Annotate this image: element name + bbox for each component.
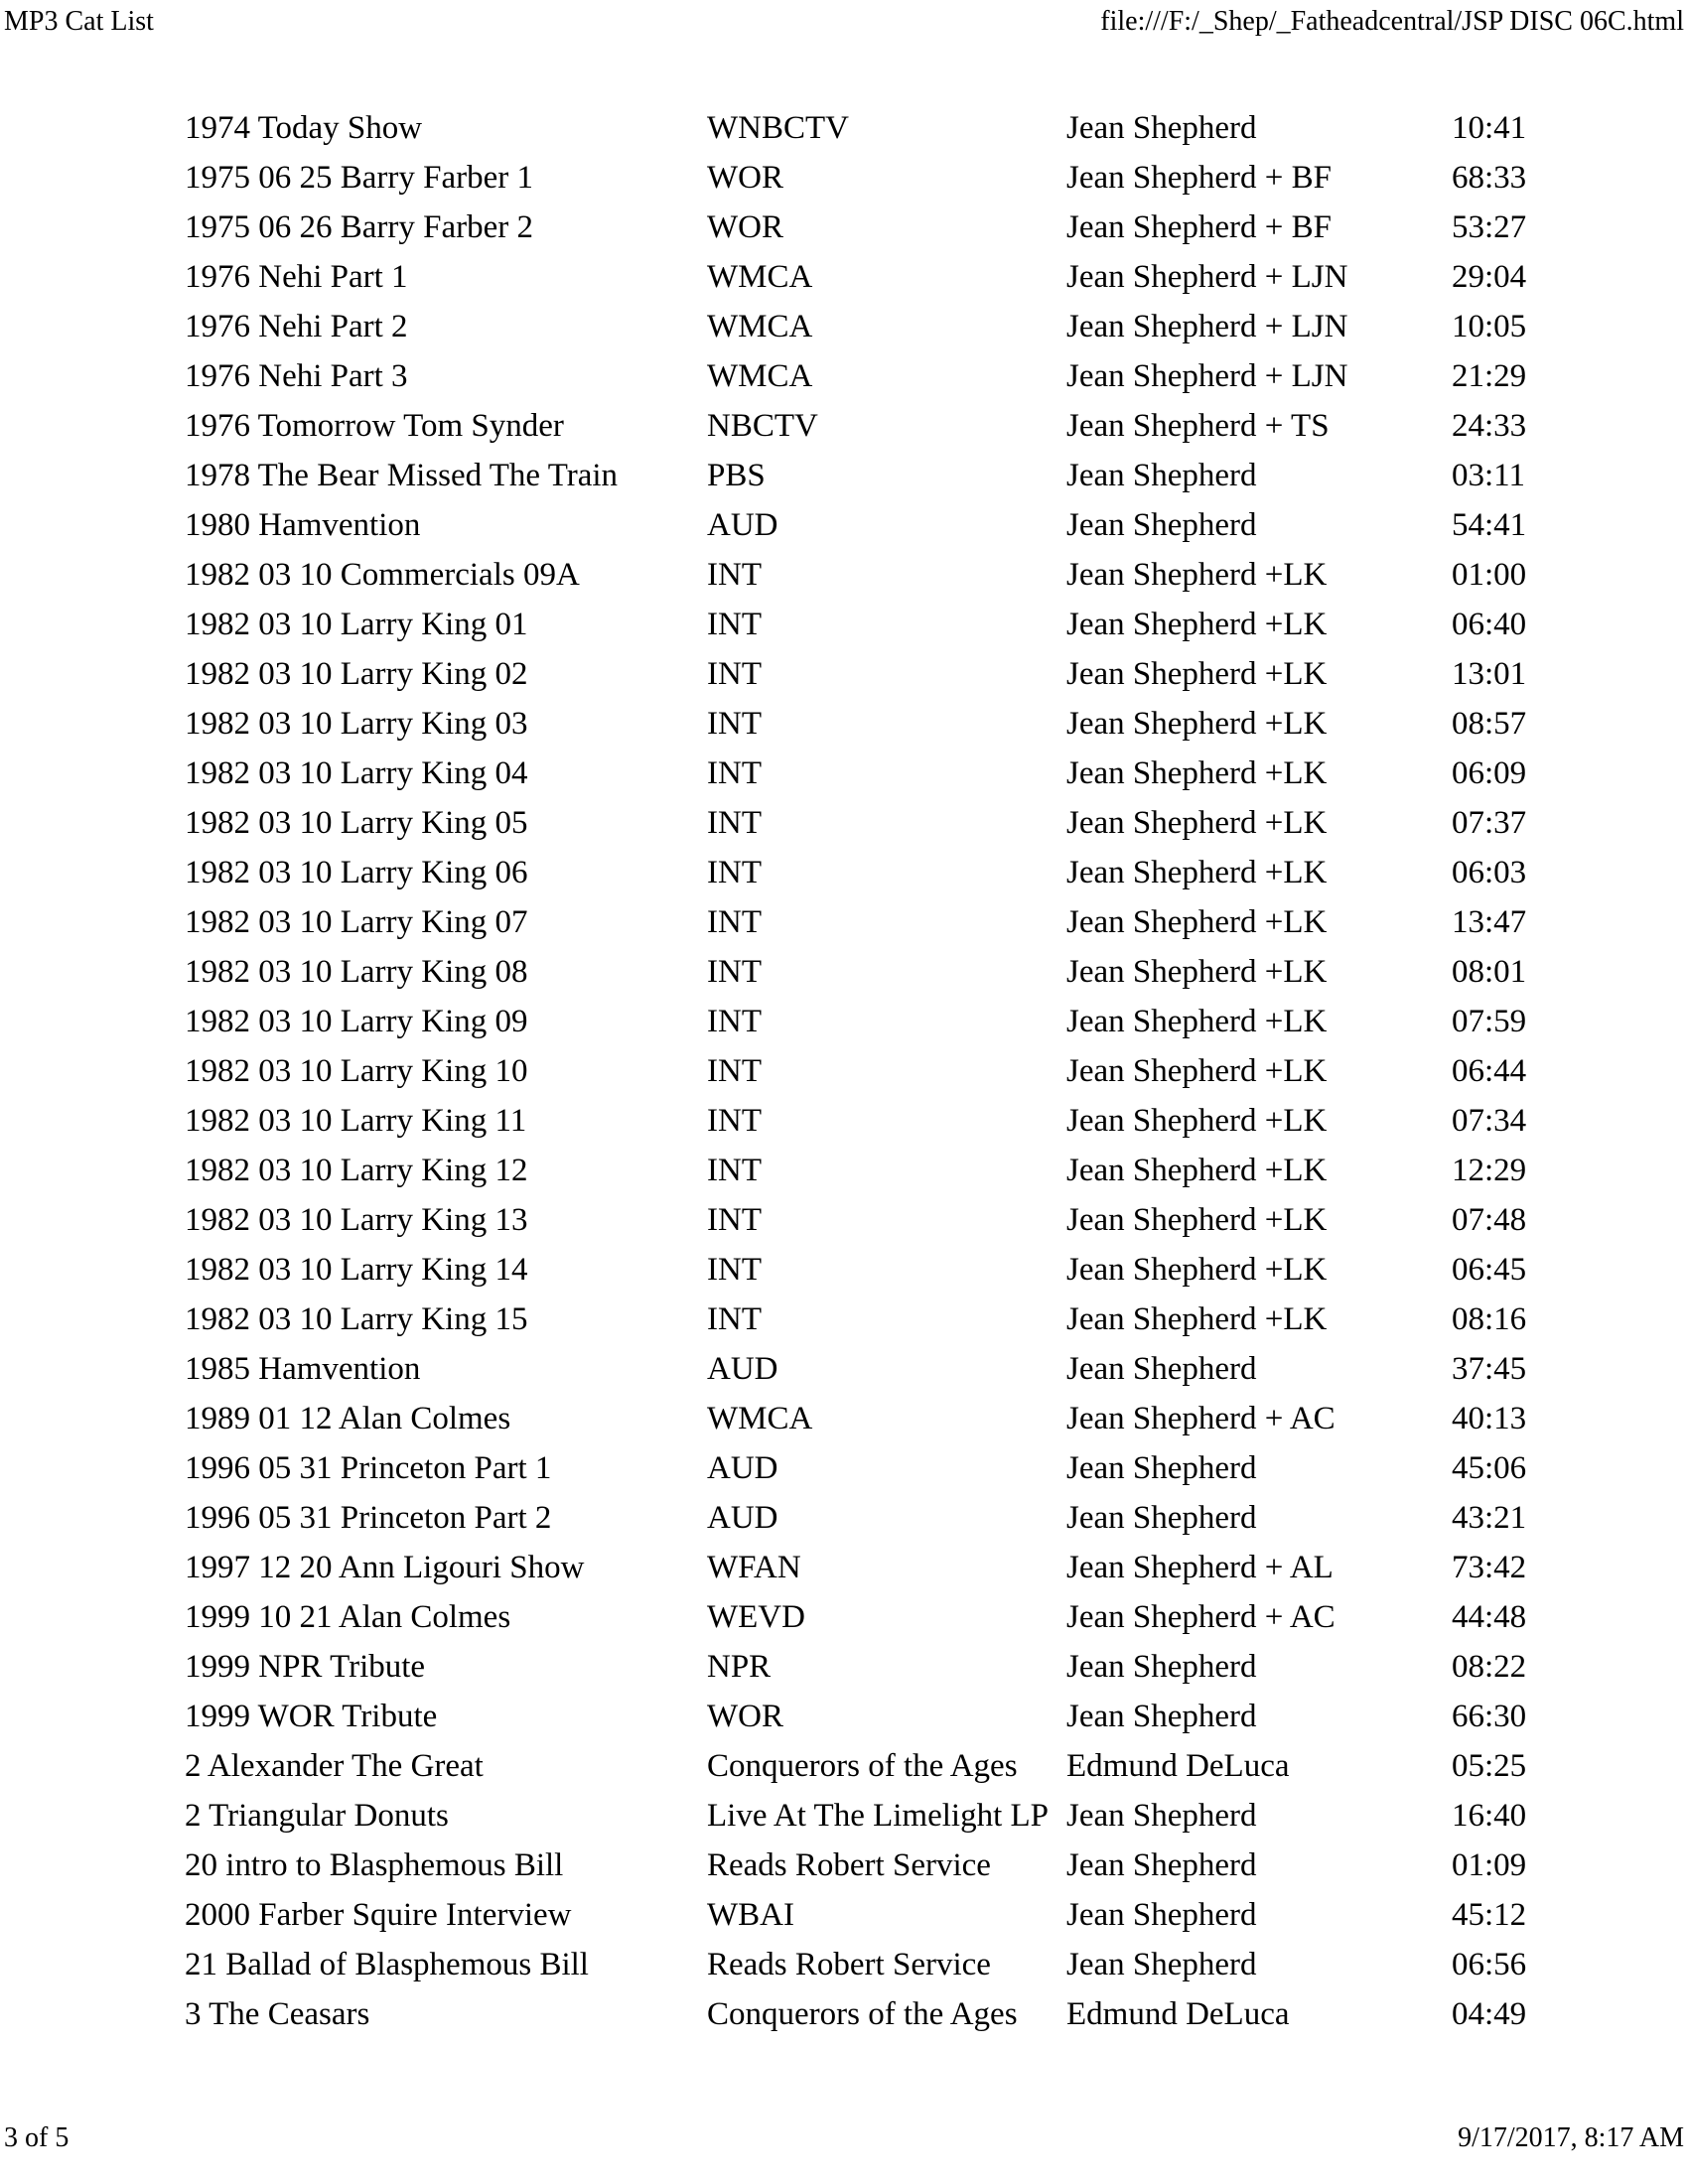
table-row bbox=[182, 849, 1538, 898]
cell-title: 2000 Farber Squire Interview bbox=[185, 1897, 572, 1933]
cell-performer: Jean Shepherd + LJN bbox=[1066, 259, 1348, 295]
source-file-url: file:///F:/_Shep/_Fatheadcentral/JSP DISC 06C.html bbox=[1100, 6, 1684, 37]
cell-duration: 06:56 bbox=[1452, 1947, 1527, 1982]
cell-title: 1978 The Bear Missed The Train bbox=[185, 458, 619, 493]
cell-source: INT bbox=[707, 1252, 762, 1288]
cell-title: 20 intro to Blasphemous Bill bbox=[185, 1847, 564, 1883]
cell-performer: Jean Shepherd +LK bbox=[1066, 607, 1328, 642]
cell-title: 1982 03 10 Larry King 12 bbox=[185, 1153, 528, 1188]
cell-title: 1996 05 31 Princeton Part 1 bbox=[185, 1450, 552, 1486]
cell-source: WNBCTV bbox=[707, 110, 849, 146]
cell-source: INT bbox=[707, 607, 762, 642]
cell-performer: Jean Shepherd bbox=[1066, 1798, 1257, 1834]
print-header bbox=[4, 6, 1684, 38]
cell-title: 1999 NPR Tribute bbox=[185, 1649, 426, 1685]
cell-duration: 07:48 bbox=[1452, 1202, 1527, 1238]
print-footer bbox=[4, 2122, 1684, 2154]
mp3-catalog-table bbox=[182, 104, 1538, 2040]
cell-source: INT bbox=[707, 855, 762, 890]
cell-duration: 40:13 bbox=[1452, 1401, 1527, 1436]
table-row bbox=[182, 1047, 1538, 1097]
cell-duration: 10:05 bbox=[1452, 309, 1527, 344]
table-row bbox=[182, 1395, 1538, 1444]
cell-duration: 13:01 bbox=[1452, 656, 1527, 692]
cell-source: WOR bbox=[707, 209, 783, 245]
cell-source: WEVD bbox=[707, 1599, 805, 1635]
cell-performer: Jean Shepherd +LK bbox=[1066, 904, 1328, 940]
cell-duration: 21:29 bbox=[1452, 358, 1527, 394]
cell-source: INT bbox=[707, 1004, 762, 1039]
cell-duration: 07:34 bbox=[1452, 1103, 1527, 1139]
cell-source: INT bbox=[707, 1153, 762, 1188]
cell-performer: Jean Shepherd + AC bbox=[1066, 1599, 1336, 1635]
cell-duration: 37:45 bbox=[1452, 1351, 1527, 1387]
cell-title: 1999 10 21 Alan Colmes bbox=[185, 1599, 511, 1635]
cell-title: 1982 03 10 Larry King 02 bbox=[185, 656, 528, 692]
cell-source: PBS bbox=[707, 458, 766, 493]
cell-performer: Jean Shepherd +LK bbox=[1066, 855, 1328, 890]
cell-title: 1982 03 10 Larry King 09 bbox=[185, 1004, 528, 1039]
cell-performer: Jean Shepherd bbox=[1066, 1649, 1257, 1685]
table-row bbox=[182, 601, 1538, 650]
table-row bbox=[182, 948, 1538, 998]
table-row bbox=[182, 1345, 1538, 1395]
cell-performer: Jean Shepherd +LK bbox=[1066, 706, 1328, 742]
page-title: MP3 Cat List bbox=[4, 6, 154, 37]
cell-performer: Jean Shepherd +LK bbox=[1066, 954, 1328, 990]
cell-source: INT bbox=[707, 706, 762, 742]
cell-duration: 03:11 bbox=[1452, 458, 1525, 493]
cell-duration: 01:09 bbox=[1452, 1847, 1527, 1883]
cell-source: WOR bbox=[707, 1699, 783, 1734]
table-row bbox=[182, 204, 1538, 253]
cell-duration: 06:44 bbox=[1452, 1053, 1527, 1089]
cell-source: AUD bbox=[707, 1351, 778, 1387]
cell-source: WBAI bbox=[707, 1897, 794, 1933]
cell-performer: Jean Shepherd +LK bbox=[1066, 1053, 1328, 1089]
cell-duration: 16:40 bbox=[1452, 1798, 1527, 1834]
cell-source: WMCA bbox=[707, 1401, 813, 1436]
table-row bbox=[182, 799, 1538, 849]
cell-title: 1989 01 12 Alan Colmes bbox=[185, 1401, 511, 1436]
table-row bbox=[182, 750, 1538, 799]
cell-duration: 08:16 bbox=[1452, 1301, 1527, 1337]
cell-title: 1982 03 10 Larry King 07 bbox=[185, 904, 528, 940]
cell-source: WMCA bbox=[707, 358, 813, 394]
cell-source: NPR bbox=[707, 1649, 772, 1685]
cell-source: INT bbox=[707, 904, 762, 940]
table-row bbox=[182, 402, 1538, 452]
table-row bbox=[182, 650, 1538, 700]
footer-page-number: 3 of 5 bbox=[4, 2122, 70, 2153]
cell-performer: Jean Shepherd + TS bbox=[1066, 408, 1330, 444]
cell-duration: 05:25 bbox=[1452, 1748, 1527, 1784]
cell-source: INT bbox=[707, 656, 762, 692]
cell-title: 1974 Today Show bbox=[185, 110, 423, 146]
cell-performer: Jean Shepherd bbox=[1066, 458, 1257, 493]
cell-performer: Edmund DeLuca bbox=[1066, 1748, 1290, 1784]
cell-source: Reads Robert Service bbox=[707, 1947, 991, 1982]
cell-performer: Jean Shepherd bbox=[1066, 1450, 1257, 1486]
table-row bbox=[182, 1990, 1538, 2040]
cell-title: 1982 03 10 Larry King 14 bbox=[185, 1252, 528, 1288]
cell-duration: 06:40 bbox=[1452, 607, 1527, 642]
cell-source: AUD bbox=[707, 1500, 778, 1536]
table-row bbox=[182, 700, 1538, 750]
cell-performer: Jean Shepherd bbox=[1066, 1947, 1257, 1982]
table-row bbox=[182, 551, 1538, 601]
cell-title: 1976 Nehi Part 3 bbox=[185, 358, 408, 394]
table-row bbox=[182, 1544, 1538, 1593]
table-row bbox=[182, 1891, 1538, 1941]
table-row bbox=[182, 104, 1538, 154]
cell-duration: 06:03 bbox=[1452, 855, 1527, 890]
cell-performer: Jean Shepherd +LK bbox=[1066, 1004, 1328, 1039]
cell-source: AUD bbox=[707, 1450, 778, 1486]
cell-duration: 66:30 bbox=[1452, 1699, 1527, 1734]
table-row bbox=[182, 1246, 1538, 1296]
cell-source: INT bbox=[707, 755, 762, 791]
cell-performer: Jean Shepherd +LK bbox=[1066, 656, 1328, 692]
cell-title: 1996 05 31 Princeton Part 2 bbox=[185, 1500, 552, 1536]
cell-duration: 06:09 bbox=[1452, 755, 1527, 791]
cell-title: 1982 03 10 Larry King 11 bbox=[185, 1103, 527, 1139]
cell-duration: 45:06 bbox=[1452, 1450, 1527, 1486]
table-row bbox=[182, 1196, 1538, 1246]
cell-performer: Jean Shepherd bbox=[1066, 1699, 1257, 1734]
cell-duration: 29:04 bbox=[1452, 259, 1527, 295]
cell-performer: Jean Shepherd +LK bbox=[1066, 805, 1328, 841]
cell-source: INT bbox=[707, 1301, 762, 1337]
cell-performer: Jean Shepherd + BF bbox=[1066, 160, 1332, 196]
cell-performer: Jean Shepherd +LK bbox=[1066, 1153, 1328, 1188]
cell-source: INT bbox=[707, 557, 762, 593]
cell-title: 1999 WOR Tribute bbox=[185, 1699, 438, 1734]
cell-title: 1982 03 10 Larry King 05 bbox=[185, 805, 528, 841]
cell-source: WFAN bbox=[707, 1550, 801, 1585]
cell-source: Conquerors of the Ages bbox=[707, 1996, 1018, 2032]
cell-performer: Jean Shepherd bbox=[1066, 1847, 1257, 1883]
cell-duration: 44:48 bbox=[1452, 1599, 1527, 1635]
cell-title: 2 Alexander The Great bbox=[185, 1748, 484, 1784]
table-row bbox=[182, 352, 1538, 402]
cell-title: 1982 03 10 Larry King 01 bbox=[185, 607, 528, 642]
cell-performer: Jean Shepherd + LJN bbox=[1066, 358, 1348, 394]
cell-source: INT bbox=[707, 1053, 762, 1089]
table-row bbox=[182, 1941, 1538, 1990]
table-row bbox=[182, 501, 1538, 551]
table-row bbox=[182, 1147, 1538, 1196]
cell-performer: Jean Shepherd +LK bbox=[1066, 1202, 1328, 1238]
cell-title: 1982 03 10 Larry King 10 bbox=[185, 1053, 528, 1089]
table-row bbox=[182, 253, 1538, 303]
table-row bbox=[182, 998, 1538, 1047]
cell-title: 3 The Ceasars bbox=[185, 1996, 370, 2032]
cell-performer: Jean Shepherd + AL bbox=[1066, 1550, 1334, 1585]
cell-source: INT bbox=[707, 1103, 762, 1139]
cell-source: WMCA bbox=[707, 259, 813, 295]
cell-duration: 07:37 bbox=[1452, 805, 1527, 841]
cell-duration: 08:22 bbox=[1452, 1649, 1527, 1685]
table-row bbox=[182, 1494, 1538, 1544]
cell-title: 1982 03 10 Larry King 15 bbox=[185, 1301, 528, 1337]
cell-performer: Jean Shepherd +LK bbox=[1066, 1252, 1328, 1288]
cell-duration: 24:33 bbox=[1452, 408, 1527, 444]
cell-title: 1982 03 10 Larry King 13 bbox=[185, 1202, 528, 1238]
cell-performer: Jean Shepherd bbox=[1066, 1897, 1257, 1933]
cell-performer: Jean Shepherd bbox=[1066, 507, 1257, 543]
cell-source: AUD bbox=[707, 507, 778, 543]
cell-source: INT bbox=[707, 954, 762, 990]
cell-duration: 73:42 bbox=[1452, 1550, 1527, 1585]
cell-performer: Jean Shepherd +LK bbox=[1066, 1103, 1328, 1139]
table-row bbox=[182, 1693, 1538, 1742]
cell-title: 2 Triangular Donuts bbox=[185, 1798, 449, 1834]
table-row bbox=[182, 452, 1538, 501]
cell-title: 1982 03 10 Commercials 09A bbox=[185, 557, 580, 593]
cell-duration: 12:29 bbox=[1452, 1153, 1527, 1188]
cell-source: NBCTV bbox=[707, 408, 818, 444]
cell-duration: 13:47 bbox=[1452, 904, 1527, 940]
cell-duration: 08:01 bbox=[1452, 954, 1527, 990]
table-row bbox=[182, 1792, 1538, 1842]
cell-performer: Jean Shepherd bbox=[1066, 1351, 1257, 1387]
cell-performer: Jean Shepherd bbox=[1066, 110, 1257, 146]
cell-title: 1985 Hamvention bbox=[185, 1351, 421, 1387]
table-row bbox=[182, 1643, 1538, 1693]
cell-title: 1982 03 10 Larry King 04 bbox=[185, 755, 528, 791]
table-row bbox=[182, 1742, 1538, 1792]
cell-source: Live At The Limelight LP bbox=[707, 1798, 1050, 1834]
cell-duration: 04:49 bbox=[1452, 1996, 1527, 2032]
table-row bbox=[182, 1097, 1538, 1147]
cell-performer: Jean Shepherd +LK bbox=[1066, 755, 1328, 791]
cell-performer: Jean Shepherd bbox=[1066, 1500, 1257, 1536]
cell-source: Conquerors of the Ages bbox=[707, 1748, 1018, 1784]
cell-source: INT bbox=[707, 805, 762, 841]
cell-source: Reads Robert Service bbox=[707, 1847, 991, 1883]
cell-title: 1976 Tomorrow Tom Synder bbox=[185, 408, 564, 444]
cell-duration: 06:45 bbox=[1452, 1252, 1527, 1288]
footer-timestamp: 9/17/2017, 8:17 AM bbox=[1458, 2122, 1684, 2153]
cell-performer: Jean Shepherd + LJN bbox=[1066, 309, 1348, 344]
cell-title: 1997 12 20 Ann Ligouri Show bbox=[185, 1550, 585, 1585]
cell-title: 1982 03 10 Larry King 08 bbox=[185, 954, 528, 990]
cell-duration: 07:59 bbox=[1452, 1004, 1527, 1039]
cell-duration: 08:57 bbox=[1452, 706, 1527, 742]
table-row bbox=[182, 1842, 1538, 1891]
cell-title: 1975 06 26 Barry Farber 2 bbox=[185, 209, 534, 245]
cell-duration: 10:41 bbox=[1452, 110, 1527, 146]
cell-source: INT bbox=[707, 1202, 762, 1238]
cell-source: WMCA bbox=[707, 309, 813, 344]
cell-title: 1982 03 10 Larry King 03 bbox=[185, 706, 528, 742]
cell-duration: 43:21 bbox=[1452, 1500, 1527, 1536]
catalog-table-body bbox=[182, 104, 1538, 2040]
cell-performer: Jean Shepherd + BF bbox=[1066, 209, 1332, 245]
cell-title: 21 Ballad of Blasphemous Bill bbox=[185, 1947, 589, 1982]
cell-performer: Jean Shepherd +LK bbox=[1066, 1301, 1328, 1337]
table-row bbox=[182, 303, 1538, 352]
cell-title: 1980 Hamvention bbox=[185, 507, 421, 543]
cell-performer: Jean Shepherd +LK bbox=[1066, 557, 1328, 593]
cell-title: 1976 Nehi Part 1 bbox=[185, 259, 408, 295]
cell-source: WOR bbox=[707, 160, 783, 196]
table-row bbox=[182, 154, 1538, 204]
cell-title: 1982 03 10 Larry King 06 bbox=[185, 855, 528, 890]
cell-title: 1975 06 25 Barry Farber 1 bbox=[185, 160, 534, 196]
table-row bbox=[182, 898, 1538, 948]
cell-performer: Edmund DeLuca bbox=[1066, 1996, 1290, 2032]
cell-duration: 53:27 bbox=[1452, 209, 1527, 245]
cell-title: 1976 Nehi Part 2 bbox=[185, 309, 408, 344]
cell-duration: 68:33 bbox=[1452, 160, 1527, 196]
cell-duration: 45:12 bbox=[1452, 1897, 1527, 1933]
cell-duration: 54:41 bbox=[1452, 507, 1527, 543]
cell-duration: 01:00 bbox=[1452, 557, 1527, 593]
table-row bbox=[182, 1593, 1538, 1643]
table-row bbox=[182, 1444, 1538, 1494]
table-row bbox=[182, 1296, 1538, 1345]
cell-performer: Jean Shepherd + AC bbox=[1066, 1401, 1336, 1436]
